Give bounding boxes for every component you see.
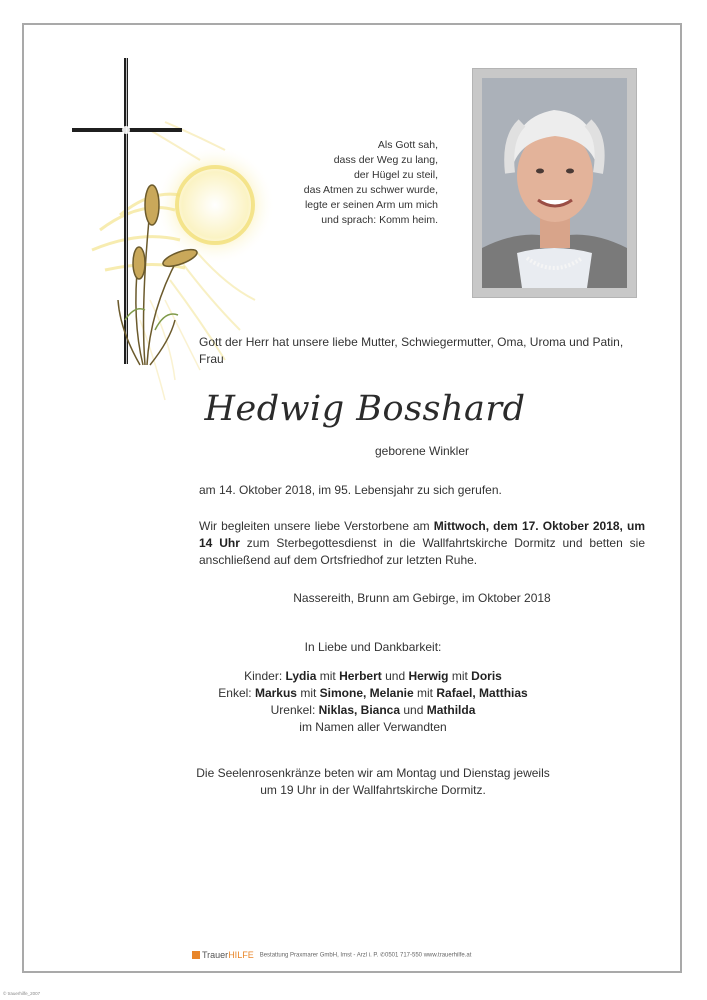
poem-line: der Hügel zu steil,: [353, 169, 438, 181]
funeral-date: Mittwoch, dem 17. Oktober 2018, um 14 Uhr: [199, 519, 645, 550]
connector: mit: [296, 686, 320, 700]
rosary-line: Die Seelenrosenkränze beten wir am Montag und Dienstag jeweils: [196, 766, 550, 780]
portrait-photo: [482, 78, 627, 288]
connector: mit: [413, 686, 437, 700]
connector: und: [381, 669, 409, 683]
maiden-name: geborene Winkler: [374, 444, 470, 458]
family-name: Doris: [471, 669, 502, 683]
family-name: Lydia: [285, 669, 317, 683]
brand-name-a: Trauer: [202, 950, 229, 960]
label: Urenkel:: [270, 703, 319, 717]
family-list: [150, 668, 596, 736]
place-date: Nassereith, Brunn am Gebirge, im Oktober 2018: [293, 591, 551, 605]
connector: und: [400, 703, 427, 717]
funeral-notice: [199, 518, 645, 569]
family-name: Rafael, Matthias: [436, 686, 528, 700]
connector: mit: [316, 669, 340, 683]
family-grandchildren: [150, 685, 596, 702]
label: Enkel:: [218, 686, 255, 700]
family-name: Mathilda: [426, 703, 476, 717]
brand-name-b: HILFE: [228, 950, 254, 960]
family-children: [150, 668, 596, 685]
funeral-text-2: zum Sterbegottesdienst in die Wallfahrtskirche Dormitz und betten sie anschließend auf dem Ortsfriedhof zur letzten Ruhe.: [199, 536, 645, 567]
rosary-line: um 19 Uhr in der Wallfahrtskirche Dormitz.: [260, 783, 486, 797]
family-name: Simone, Melanie: [319, 686, 414, 700]
family-name: Herbert: [339, 669, 382, 683]
portrait-frame: [472, 68, 637, 298]
funeral-text-1: Wir begleiten unsere liebe Verstorbene am: [199, 519, 434, 533]
poem-line: legte er seinen Arm um mich: [304, 199, 438, 211]
family-name: Markus: [254, 686, 297, 700]
poem-line: Als Gott sah,: [377, 139, 438, 151]
intro-text: Gott der Herr hat unsere liebe Mutter, Schwiegermutter, Oma, Uroma und Patin, Frau: [199, 335, 624, 366]
label: Kinder:: [244, 669, 286, 683]
rosary-notice: [150, 765, 596, 799]
family-name: Herwig: [408, 669, 449, 683]
poem-line: und sprach: Komm heim.: [321, 214, 438, 226]
connector: mit: [448, 669, 472, 683]
family-great-grandchildren: [150, 702, 596, 719]
family-name: Niklas, Bianca: [318, 703, 401, 717]
footer-contact: Bestattung Praxmarer GmbH, Imst - Arzl i. P. ✆0501 717-550 www.trauerhilfe.at: [259, 952, 472, 959]
love-gratitude: In Liebe und Dankbarkeit:: [304, 640, 442, 654]
footer: [192, 950, 471, 960]
death-notice: am 14. Oktober 2018, im 95. Lebensjahr zu sich gerufen.: [199, 483, 502, 497]
deceased-name: Hedwig Bosshard: [204, 389, 526, 429]
poem: [238, 138, 438, 228]
logo-icon: [192, 951, 200, 959]
poem-line: dass der Weg zu lang,: [333, 154, 438, 166]
poem-line: das Atmen zu schwer wurde,: [303, 184, 438, 196]
family-relatives: im Namen aller Verwandten: [299, 720, 447, 734]
copyright: © trauerhilfe_2007: [3, 991, 41, 996]
